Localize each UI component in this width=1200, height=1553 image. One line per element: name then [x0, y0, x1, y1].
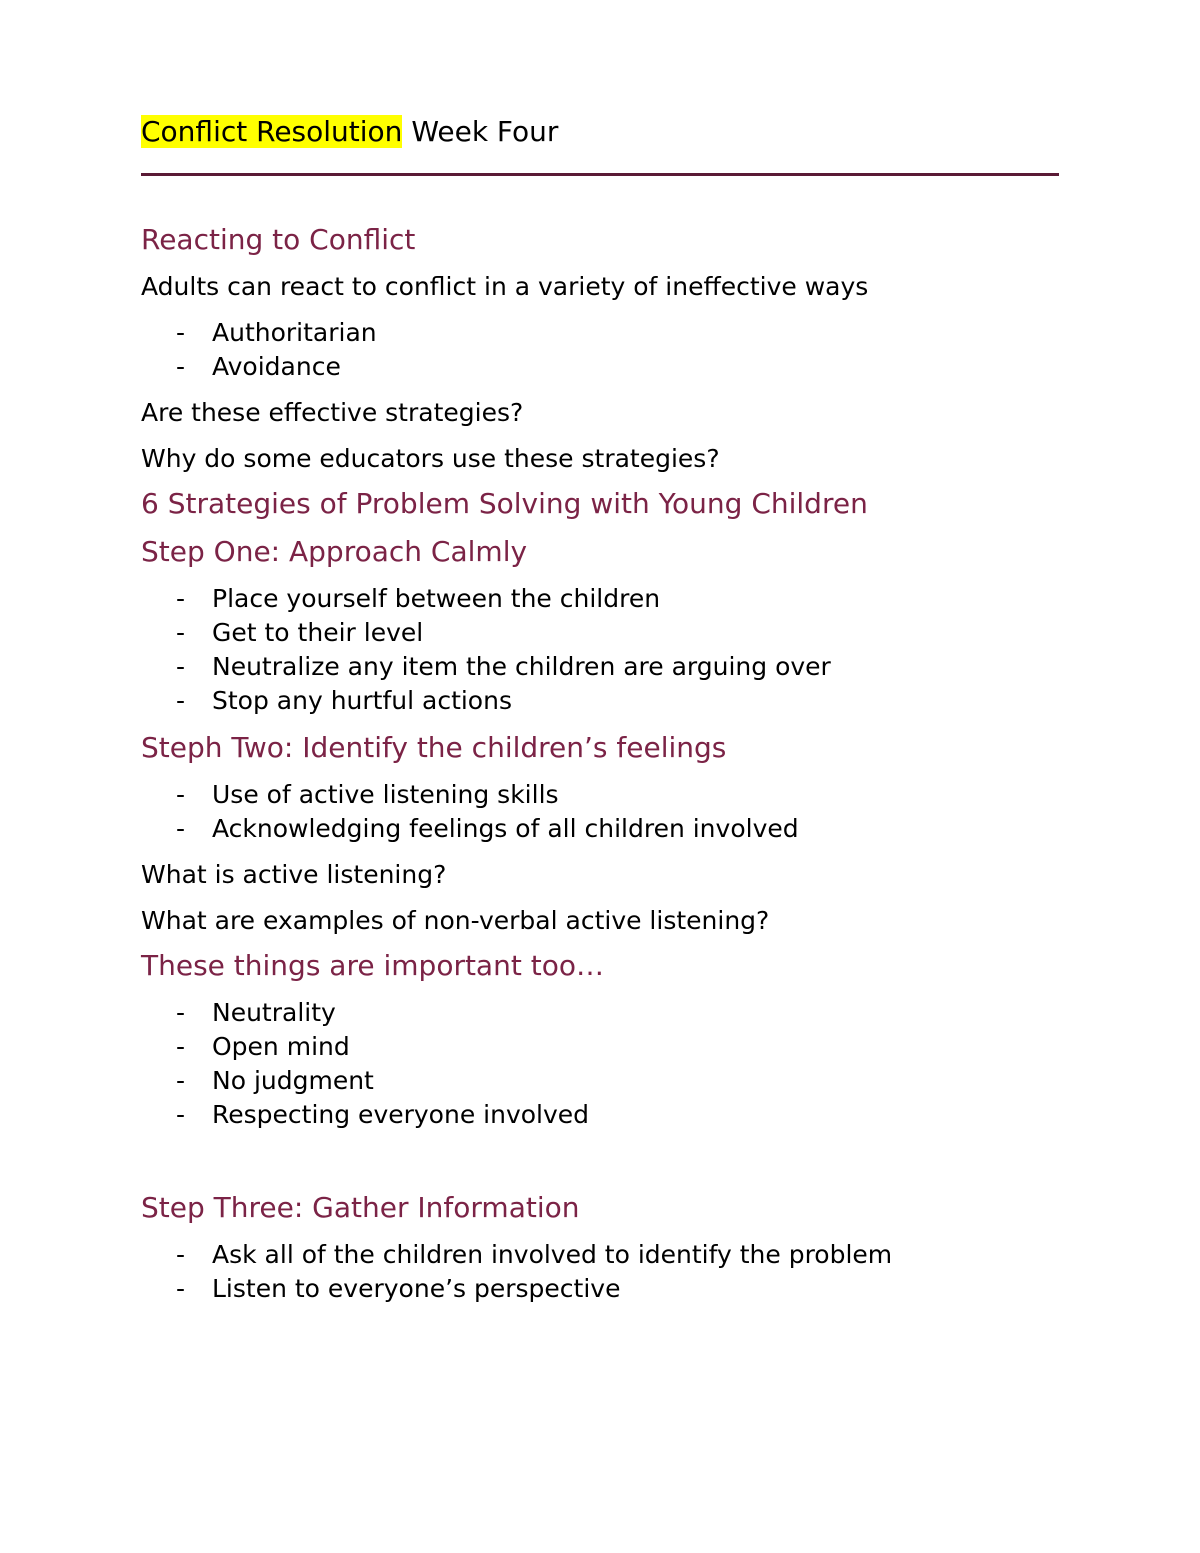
list-item-text: Open mind: [212, 1032, 350, 1061]
list-item: [141, 778, 1059, 812]
list-item: [141, 1064, 1059, 1098]
question-effective: Are these effective strategies?: [141, 398, 524, 427]
list-important: [141, 996, 1059, 1132]
dash-bullet: -: [176, 584, 186, 613]
list-item-text: Respecting everyone involved: [212, 1100, 590, 1129]
dash-bullet: -: [176, 998, 186, 1027]
list-item-text: Acknowledging feelings of all children involved: [212, 814, 799, 843]
para-intro: Adults can react to conflict in a variety of ineffective ways: [141, 272, 869, 301]
dash-bullet: -: [176, 652, 186, 681]
dash-bullet: -: [176, 1032, 186, 1061]
list-item-text: Neutralize any item the children are arguing over: [212, 652, 831, 681]
question-active-listening: What is active listening?: [141, 860, 447, 889]
heading-step-two: Steph Two: Identify the children’s feelings: [141, 731, 727, 764]
list-item: [141, 1272, 1059, 1306]
list-item: [141, 1098, 1059, 1132]
list-item-text: Get to their level: [212, 618, 424, 647]
dash-bullet: -: [176, 618, 186, 647]
dash-bullet: -: [176, 780, 186, 809]
dash-bullet: -: [176, 814, 186, 843]
list-item-text: Listen to everyone’s perspective: [212, 1274, 621, 1303]
list-item-text: Ask all of the children involved to identify the problem: [212, 1240, 893, 1269]
title-rest: Week Four: [402, 115, 559, 148]
list-item-text: Use of active listening skills: [212, 780, 559, 809]
title-highlight: Conflict Resolution: [141, 115, 403, 148]
list-step-two: [141, 778, 1059, 846]
dash-bullet: -: [176, 1066, 186, 1095]
question-non-verbal: What are examples of non-verbal active listening?: [141, 906, 770, 935]
list-item: [141, 1030, 1059, 1064]
list-item: [141, 582, 1059, 616]
list-item: [141, 650, 1059, 684]
heading-six-strategies: 6 Strategies of Problem Solving with Young Children: [141, 487, 868, 520]
list-item-text: Place yourself between the children: [212, 584, 661, 613]
list-step-three: [141, 1238, 1059, 1306]
heading-step-three: Step Three: Gather Information: [141, 1191, 580, 1224]
document-title: [141, 112, 1059, 152]
heading-step-one: Step One: Approach Calmly: [141, 535, 528, 568]
dash-bullet: -: [176, 352, 186, 381]
list-item: [141, 316, 1059, 350]
dash-bullet: -: [176, 686, 186, 715]
dash-bullet: -: [176, 1274, 186, 1303]
list-item: [141, 616, 1059, 650]
heading-reacting-to-conflict: Reacting to Conflict: [141, 223, 416, 256]
dash-bullet: -: [176, 318, 186, 347]
list-item: [141, 684, 1059, 718]
list-step-one: [141, 582, 1059, 718]
list-item-text: Authoritarian: [212, 318, 377, 347]
list-item: [141, 350, 1059, 384]
title-rule: [141, 173, 1059, 176]
document-page: [141, 112, 1059, 1306]
list-reactions: [141, 316, 1059, 384]
list-item-text: Avoidance: [212, 352, 341, 381]
list-item: [141, 812, 1059, 846]
list-item-text: No judgment: [212, 1066, 374, 1095]
list-item: [141, 996, 1059, 1030]
list-item-text: Stop any hurtful actions: [212, 686, 512, 715]
list-item: [141, 1238, 1059, 1272]
list-item-text: Neutrality: [212, 998, 336, 1027]
dash-bullet: -: [176, 1240, 186, 1269]
dash-bullet: -: [176, 1100, 186, 1129]
heading-important-too: These things are important too…: [141, 949, 604, 982]
question-why: Why do some educators use these strategies?: [141, 444, 720, 473]
